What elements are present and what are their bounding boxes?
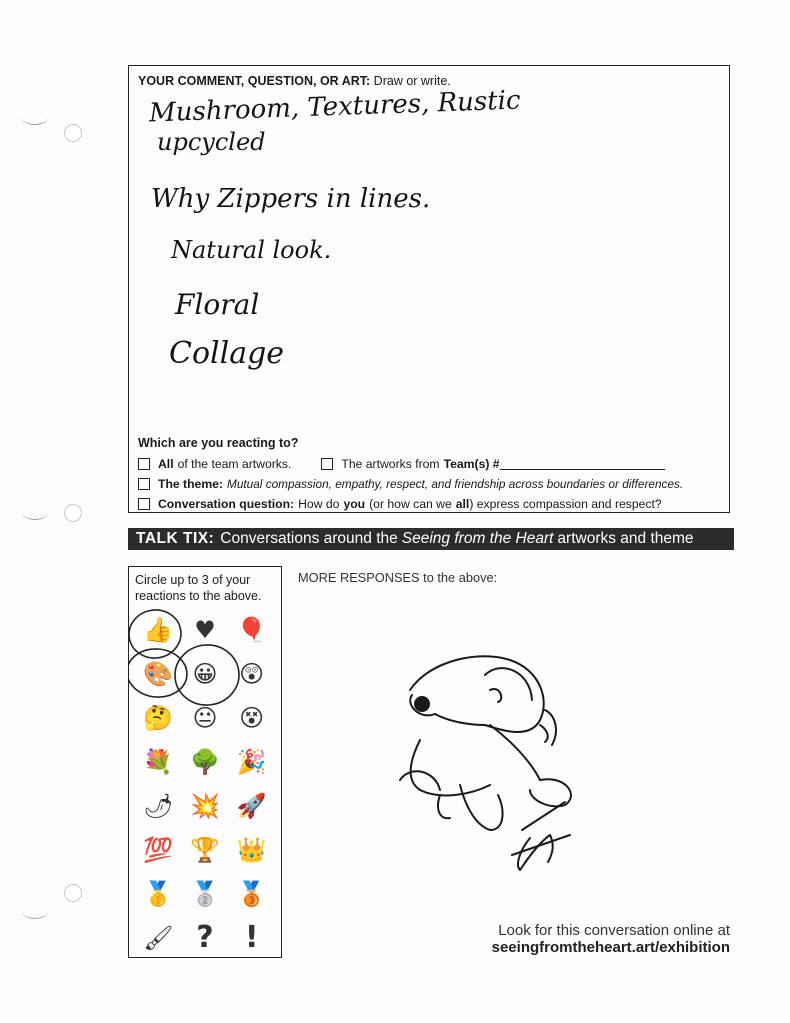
comment-prompt-hint: Draw or write. — [373, 74, 451, 88]
conversation-text-c: ) express compassion and respect? — [469, 497, 662, 511]
conversation-all: all — [455, 497, 470, 511]
team-number-field[interactable] — [500, 458, 665, 470]
black-heart-icon[interactable]: ♥ — [194, 616, 216, 644]
reacting-option-row — [138, 454, 723, 474]
second-place-medal-icon[interactable]: 🥈 — [190, 880, 220, 908]
collision-icon[interactable]: 💥 — [190, 792, 220, 820]
punch-hole — [64, 884, 82, 902]
talk-tix-banner — [128, 528, 734, 550]
neutral-face-icon[interactable]: 😐 — [192, 704, 218, 732]
handwriting-line-3: Why Zippers in lines. — [151, 184, 431, 214]
binder-mark — [22, 904, 48, 919]
team-label-bold: Team(s) # — [443, 457, 500, 471]
footer-text: Look for this conversation online at — [498, 922, 730, 939]
artist-palette-icon[interactable]: 🎨 — [143, 660, 174, 688]
theme-label-bold: The theme: — [158, 477, 224, 491]
footer — [492, 922, 730, 956]
trophy-icon[interactable]: 🏆 — [190, 836, 220, 864]
banner-exhibition-title: Seeing from the Heart — [401, 530, 554, 547]
hundred-points-icon[interactable]: 💯 — [143, 836, 174, 864]
thumbs-up-icon[interactable]: 👍 — [143, 616, 174, 644]
hot-pepper-icon[interactable]: 🌶 — [143, 792, 174, 820]
dizzy-face-icon[interactable]: 😵 — [239, 704, 265, 732]
crown-icon[interactable]: 👑 — [236, 836, 267, 864]
first-place-medal-icon[interactable]: 🥇 — [143, 880, 174, 908]
banner-title: TALK TIX: — [136, 530, 215, 547]
thinking-face-icon[interactable]: 🤔 — [143, 704, 174, 732]
punch-hole — [64, 504, 82, 522]
handwriting-line-4: Natural look. — [171, 236, 332, 264]
punch-hole — [64, 124, 82, 142]
emoji-instruction: Circle up to 3 of your reactions to the above. — [135, 573, 262, 603]
tree-icon[interactable]: 🌳 — [190, 748, 220, 776]
conversation-text-b: (or how can we — [369, 497, 452, 511]
paintbrush-icon[interactable]: 🖌 — [143, 924, 174, 952]
team-artworks-checkbox[interactable] — [321, 458, 333, 470]
conversation-label-bold: Conversation question: — [158, 497, 295, 511]
conversation-text-a: How do — [298, 497, 340, 511]
emoji-reactions-panel — [128, 566, 282, 958]
all-artworks-checkbox[interactable] — [138, 458, 150, 470]
balloon-icon[interactable]: 🎈 — [236, 616, 267, 644]
banner-text-b: artworks and theme — [557, 530, 694, 547]
team-label: The artworks from — [341, 457, 440, 471]
emoji-grid — [135, 613, 275, 955]
astonished-face-icon[interactable]: 😲 — [239, 660, 265, 688]
third-place-medal-icon[interactable]: 🥉 — [236, 880, 267, 908]
exclamation-mark-icon[interactable]: ! — [244, 920, 259, 955]
more-responses-label: MORE RESPONSES to the above: — [298, 570, 498, 585]
comment-prompt — [138, 74, 451, 88]
reacting-to-section — [138, 436, 723, 514]
theme-label: Mutual compassion, empathy, respect, and friendship across boundaries or differences. — [227, 477, 684, 491]
comment-box[interactable] — [128, 65, 730, 513]
exhibition-link[interactable]: seeingfromtheheart.art/exhibition — [491, 939, 730, 956]
bouquet-icon[interactable]: 💐 — [143, 748, 174, 776]
comment-prompt-label: YOUR COMMENT, QUESTION, OR ART: — [138, 74, 371, 88]
theme-option-row — [138, 474, 723, 494]
conversation-you: you — [343, 497, 366, 511]
conversation-question-checkbox[interactable] — [138, 498, 150, 510]
handwriting-line-2: upcycled — [157, 128, 266, 156]
theme-checkbox[interactable] — [138, 478, 150, 490]
binder-mark — [22, 110, 48, 125]
conversation-option-row — [138, 494, 723, 514]
handwriting-line-1: Mushroom, Textures, Rustic — [148, 85, 522, 129]
all-label: of the team artworks. — [177, 457, 292, 471]
grinning-face-icon[interactable]: 😀 — [192, 660, 218, 688]
banner-text-a: Conversations around the — [220, 530, 398, 547]
binder-mark — [22, 505, 48, 520]
handwriting-line-6: Collage — [169, 336, 285, 371]
handwriting-line-5: Floral — [175, 288, 260, 321]
reacting-question: Which are you reacting to? — [138, 436, 299, 450]
rocket-icon[interactable]: 🚀 — [236, 792, 267, 820]
question-mark-icon[interactable]: ? — [196, 920, 214, 955]
all-label-bold: All — [158, 457, 174, 471]
party-popper-icon[interactable]: 🎉 — [236, 748, 267, 776]
dog-sketch-drawing — [380, 630, 600, 890]
